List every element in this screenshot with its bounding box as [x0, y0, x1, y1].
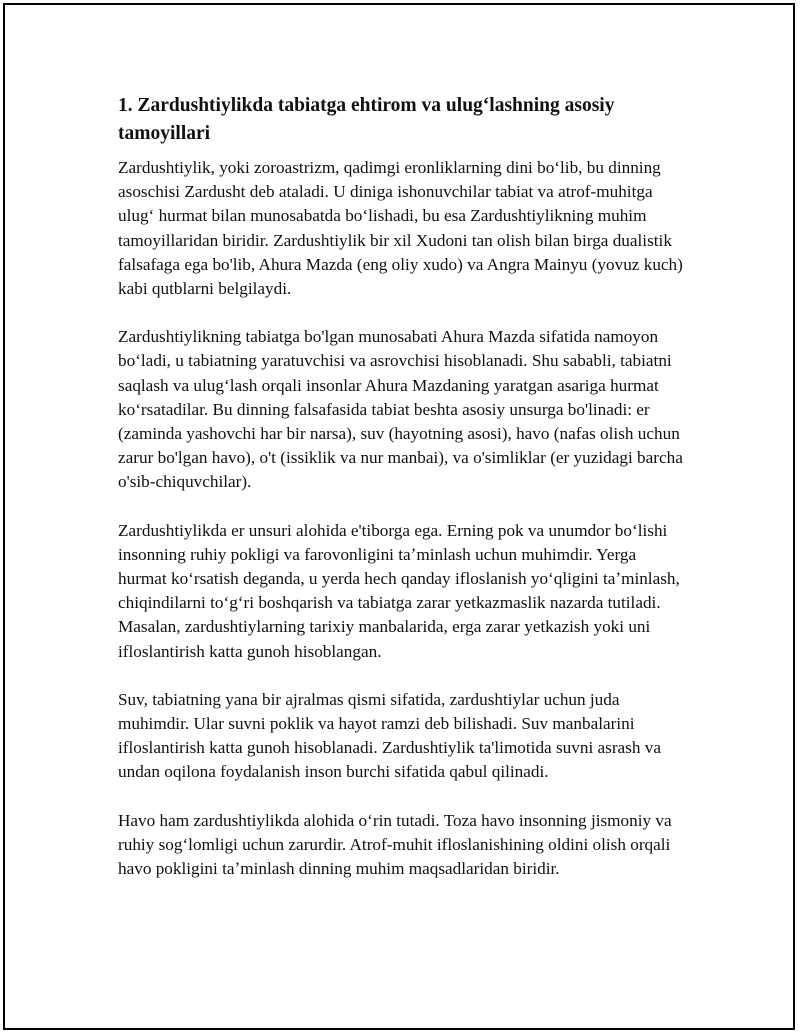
paragraph-1: Zardushtiylik, yoki zoroastrizm, qadimgi eronliklarning dini boʻlib, bu dinning asoschisi Zardusht deb ataladi. U diniga ishonuvchilar tabiat va atrof-muhitga ulugʻ hurmat bilan munosabatda boʻlishadi, bu esa Zardushtiylikning muhim tamoyillaridan biridir. Zardushtiylik bir xil Xudoni tan olish bilan birga dualistik falsafaga ega bo'lib, Ahura Mazda (eng oliy xudo) va Angra Mainyu (yovuz kuch) kabi qutblarni belgilaydi.: [118, 158, 683, 299]
document-body: [118, 92, 688, 905]
paragraph-5: Havo ham zardushtiylikda alohida oʻrin tutadi. Toza havo insonning jismoniy va ruhiy sogʻlomligi uchun zarurdir. Atrof-muhit ifloslanishining oldini olish orqali havo pokligini taʼminlash dinning muhim maqsadlaridan biridir.: [118, 810, 672, 879]
section-heading: 1. Zardushtiylikda tabiatga ehtirom va ulugʻlashning asosiy tamoyillari: [118, 95, 615, 144]
paragraph-4: Suv, tabiatning yana bir ajralmas qismi sifatida, zardushtiylar uchun juda muhimdir. Ular suvni poklik va hayot ramzi deb bilishadi. Suv manbalarini ifloslantirish katta gunoh hisoblanadi. Zardushtiylik ta'limotida suvni asrash va undan oqilona foydalanish inson burchi sifatida qabul qilinadi.: [118, 689, 661, 782]
paragraph-2: Zardushtiylikning tabiatga bo'lgan munosabati Ahura Mazda sifatida namoyon boʻladi, u tabiatning yaratuvchisi va asrovchisi hisoblanadi. Shu sababli, tabiatni saqlash va ulugʻlash orqali insonlar Ahura Mazdaning yaratgan asariga hurmat koʻrsatadilar. Bu dinning falsafasida tabiat beshta asosiy unsurga bo'linadi: er (zaminda yashovchi har bir narsa), suv (hayotning asosi), havo (nafas olish uchun zarur bo'lgan havo), o't (issiklik va nur manbai), va o'simliklar (er yuzidagi barcha o'sib-chiquvchilar).: [118, 327, 683, 492]
paragraph-3: Zardushtiylikda er unsuri alohida e'tiborga ega. Erning pok va unumdor boʻlishi insonning ruhiy pokligi va farovonligini taʼminlash uchun muhimdir. Yerga hurmat koʻrsatish deganda, u yerda hech qanday ifloslanish yoʻqligini taʼminlash, chiqindilarni toʻgʻri boshqarish va tabiatga zarar yetkazmaslik nazarda tutiladi. Masalan, zardushtiylarning tarixiy manbalarida, erga zarar yetkazish yoki uni ifloslantirish katta gunoh hisoblangan.: [118, 520, 680, 661]
